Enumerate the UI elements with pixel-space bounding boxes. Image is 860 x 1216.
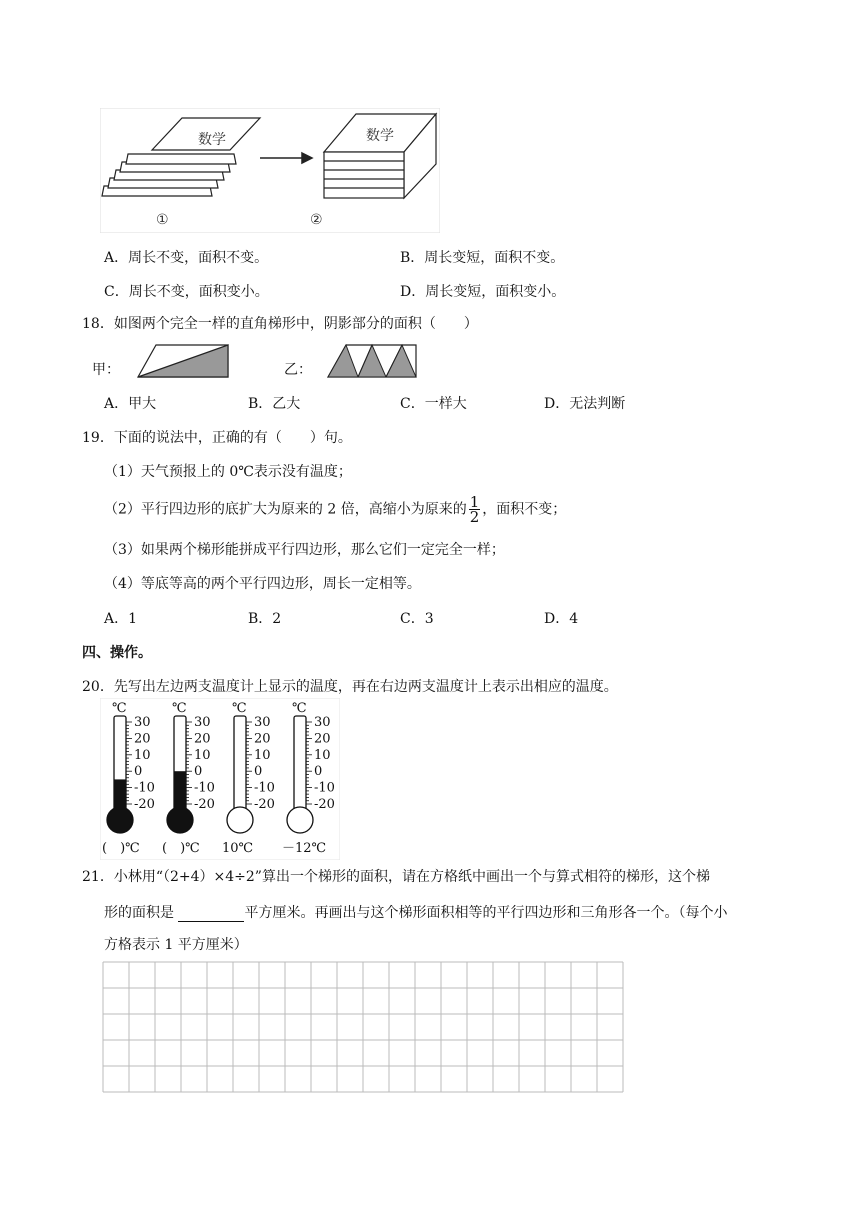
q17-option-b[interactable]: B．周长变短，面积不变。	[400, 250, 565, 266]
scale-label: 0	[194, 764, 203, 780]
q21-line-2-a: 形的面积是	[104, 905, 174, 921]
grid-paper[interactable]	[102, 960, 626, 1094]
unit-label: ℃	[172, 701, 187, 716]
q18-option-b[interactable]: B．乙大	[248, 396, 301, 412]
q18-stem: 18．如图两个完全一样的直角梯形中，阴影部分的面积（ ）	[82, 316, 478, 332]
q19-stem: 19．下面的说法中，正确的有（ ）句。	[82, 430, 352, 446]
scale-label: 10	[134, 747, 151, 763]
scale-label: 10	[254, 747, 271, 763]
grid-lines	[103, 962, 623, 1092]
q17-option-d[interactable]: D．周长变短，面积变小。	[400, 284, 566, 300]
scale-label: -20	[134, 797, 155, 812]
scale-label: -20	[194, 797, 215, 812]
q19-option-c[interactable]: C．3	[400, 611, 434, 627]
scale-label: 20	[134, 731, 151, 747]
temperature-answer[interactable]: ( )℃	[102, 841, 140, 856]
q19-statement-2	[104, 495, 566, 524]
q21-line-1: 21．小林用“（2+4）×4÷2”算出一个梯形的面积，请在方格纸中画出一个与算式相符的梯形，这个梯	[82, 869, 710, 885]
q19-option-a[interactable]: A．1	[104, 611, 138, 627]
q21-line-2-b: 平方厘米。再画出与这个梯形面积相等的平行四边形和三角形各一个。（每个小	[244, 905, 728, 921]
q17-option-c[interactable]: C．周长不变，面积变小。	[104, 284, 269, 300]
q19-option-d[interactable]: D．4	[544, 611, 579, 627]
scale-label: 20	[314, 731, 331, 747]
mercury-column	[174, 771, 186, 812]
q19-statement-1: （1）天气预报上的 0℃表示没有温度；	[104, 464, 352, 480]
scale-label: 10	[194, 747, 211, 763]
q18-option-d[interactable]: D．无法判断	[544, 396, 626, 412]
label-jia: 甲：	[92, 362, 120, 378]
statement-2-text-b: ，面积不变；	[482, 501, 567, 518]
temperature-answer[interactable]: ( )℃	[162, 841, 200, 856]
temperature-answer: －12℃	[282, 841, 327, 856]
mercury-column	[114, 779, 126, 812]
scale-label: 0	[134, 764, 143, 780]
q19-statement-4: （4）等底等高的两个平行四边形，周长一定相等。	[104, 576, 421, 592]
scale-label: -20	[254, 797, 275, 812]
unit-label: ℃	[112, 701, 127, 716]
label-yi: 乙：	[284, 362, 312, 378]
scale-label: -20	[314, 797, 335, 812]
figure-label-1: ①	[156, 212, 169, 228]
scale-label: 10	[314, 747, 331, 763]
figure-label-2: ②	[310, 212, 323, 228]
trapezoid-jia	[136, 343, 230, 379]
book-title-1: 数学	[198, 132, 226, 148]
thermometers-figure	[100, 698, 340, 860]
scale-label: 30	[314, 715, 331, 730]
scale-label: 20	[194, 731, 211, 747]
scale-label: -10	[134, 780, 155, 796]
scale-label: 30	[134, 715, 151, 730]
q18-option-c[interactable]: C．一样大	[400, 396, 467, 412]
q19-statement-3: （3）如果两个梯形能拼成平行四边形，那么它们一定完全一样；	[104, 542, 505, 558]
unit-label: ℃	[292, 701, 307, 716]
book-stack-figure	[100, 108, 440, 233]
fraction-one-half	[469, 495, 481, 524]
temperature-answer: 10℃	[222, 841, 254, 856]
unit-label: ℃	[232, 701, 247, 716]
scale-label: -10	[194, 780, 215, 796]
section-title: 四、操作。	[82, 645, 152, 661]
q19-option-b[interactable]: B．2	[248, 611, 282, 627]
scale-label: 0	[254, 764, 263, 780]
fraction-numerator: 1	[469, 493, 480, 511]
scale-label: -10	[254, 780, 275, 796]
scale-label: 0	[314, 764, 323, 780]
scale-label: 30	[194, 715, 211, 730]
q21-line-2	[104, 902, 727, 922]
scale-label: 20	[254, 731, 271, 747]
q17-option-a[interactable]: A．周长不变，面积不变。	[104, 250, 269, 266]
scale-label: 30	[254, 715, 271, 730]
scale-label: -10	[314, 780, 335, 796]
answer-blank[interactable]	[178, 907, 244, 922]
q21-line-3: 方格表示 1 平方厘米）	[104, 937, 248, 953]
fraction-denominator: 2	[469, 508, 480, 526]
statement-2-text-a: （2）平行四边形的底扩大为原来的 2 倍，高缩小为原来的	[104, 501, 467, 518]
q20-stem: 20．先写出左边两支温度计上显示的温度，再在右边两支温度计上表示出相应的温度。	[82, 679, 618, 695]
book-title-2: 数学	[366, 128, 394, 144]
q18-option-a[interactable]: A．甲大	[104, 396, 157, 412]
trapezoid-yi	[326, 343, 418, 379]
